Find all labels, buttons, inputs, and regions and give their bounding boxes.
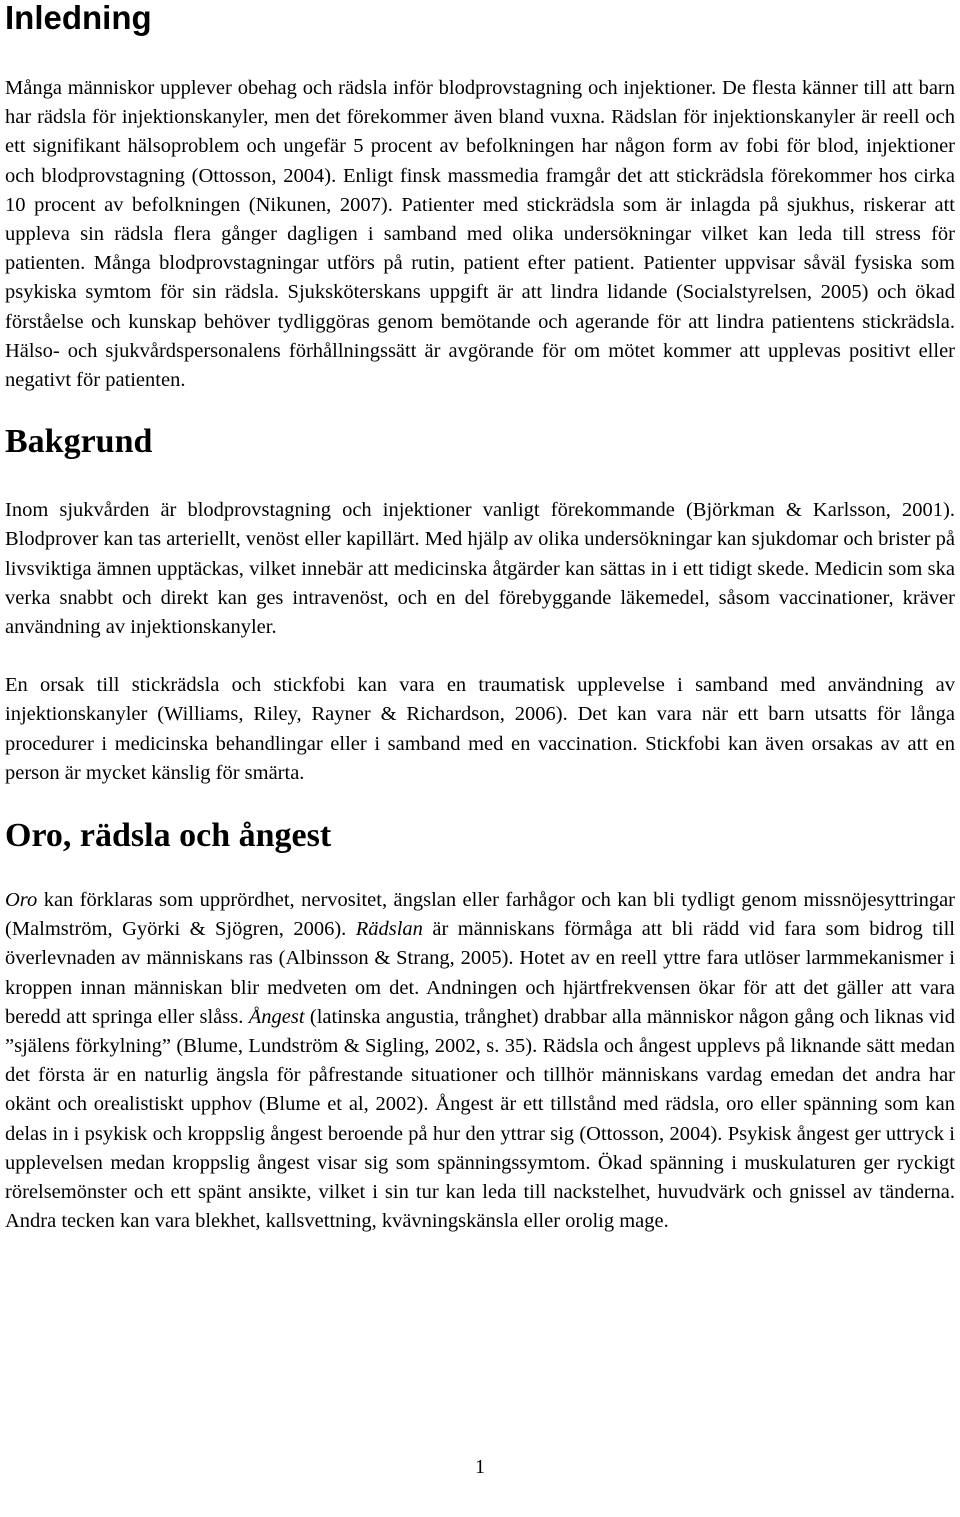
- text-segment: kan förklaras som upprördhet, nervositet, ängslan eller farhågor och kan bli tydligt genom missnöjesyttringar (Malmström, Györki & Sjögren, 2006).: [5, 889, 955, 941]
- page-number: 1: [475, 1456, 485, 1478]
- term-radslan: Rädslan: [355, 918, 423, 941]
- paragraph-oro-radsla-angest: [5, 886, 955, 1236]
- term-oro: Oro: [5, 889, 38, 912]
- heading-oro-radsla-angest: Oro, rädsla och ångest: [5, 817, 332, 855]
- document-page: [5, 0, 955, 1237]
- text-segment: (latinska angustia, trånghet) drabbar alla människor någon gång och liknas vid ”själens förkylning” (Blume, Lundström & Sigling, 2002, s. 35). Rädsla och ångest upplevs på liknande sätt medan det första är en naturlig ängsla för påfrestande situationer och tillhör människans vardag emedan det andra har okänt och orealistiskt upphov (Blume et al, 2002). Ångest är ett tillstånd med rädsla, oro eller spänning som kan delas in i psykisk och kroppslig ångest beroende på hur den yttrar sig (Ottosson, 2004). Psykisk ångest ger uttryck i upplevelsen medan kroppslig ångest visar sig som spänningssymtom. Ökad spänning i muskulaturen ger ryckigt rörelsemönster och ett spänt ansikte, vilket i sin tur kan leda till nackstelhet, huvudvärk och gnissel av tänderna. Andra tecken kan vara blekhet, kallsvettning, kvävningskänsla eller orolig mage.: [5, 1005, 956, 1233]
- paragraph-bakgrund-1: Inom sjukvården är blodprovstagning och injektioner vanligt förekommande (Björkman & Karlsson, 2001). Blodprover kan tas arteriellt, venöst eller kapillärt. Med hjälp av olika undersökningar kan sjukdomar och brister på livsviktiga ämnen upptäckas, vilket innebär att medicinska åtgärder kan sättas in i ett tidigt skede. Medicin som ska verka snabbt och direkt kan ges intravenöst, och en del förebyggande läkemedel, såsom vaccinationer, kräver användning av injektionskanyler.: [5, 499, 955, 639]
- term-angest: Ångest: [248, 1005, 305, 1028]
- paragraph-bakgrund-2: En orsak till stickrädsla och stickfobi kan vara en traumatisk upplevelse i samband med användning av injektionskanyler (Williams, Riley, Rayner & Richardson, 2006). Det kan vara när ett barn utsatts för långa procedurer i medicinska behandlingar eller i samband med en vaccination. Stickfobi kan även orsakas av att en person är mycket känslig för smärta.: [5, 674, 955, 784]
- heading-bakgrund: Bakgrund: [5, 423, 153, 461]
- text-segment: är människans förmåga att bli rädd vid fara som bidrog till överlevnaden av människans ras (Albinsson & Strang, 2005). Hotet av en reell yttre fara utlöser larmmekanismer i kroppen innan människan blir medveten om det. Andningen och hjärtfrekvensen ökar för att det gäller att vara beredd att springa eller slåss.: [5, 918, 955, 1028]
- paragraph-inledning: Många människor upplever obehag och rädsla inför blodprovstagning och injektioner. De flesta känner till att barn har rädsla för injektionskanyler, men det förekommer även bland vuxna. Rädslan för injektionskanyler är reell och ett signifikant hälsoproblem och ungefär 5 procent av befolkningen har någon form av fobi för blod, injektioner och blodprovstagning (Ottosson, 2004). Enligt finsk massmedia framgår det att stickrädsla förekommer hos cirka 10 procent av befolkningen (Nikunen, 2007). Patienter med stickrädsla som är inlagda på sjukhus, riskerar att uppleva sin rädsla flera gånger dagligen i samband med olika undersökningar vilket kan leda till stress för patienten. Många blodprovstagningar utförs på rutin, patient efter patient. Patienter uppvisar såväl fysiska som psykiska symtom för sin rädsla. Sjuksköterskans uppgift är att lindra lidande (Socialstyrelsen, 2005) och ökad förståelse och kunskap behöver tydliggöras genom bemötande och agerande för att lindra patientens stickrädsla. Hälso- och sjukvårdspersonalens förhållningssätt är avgörande för om mötet kommer att upplevas positivt eller negativt för patienten.: [5, 77, 955, 392]
- heading-inledning: Inledning: [5, 0, 152, 36]
